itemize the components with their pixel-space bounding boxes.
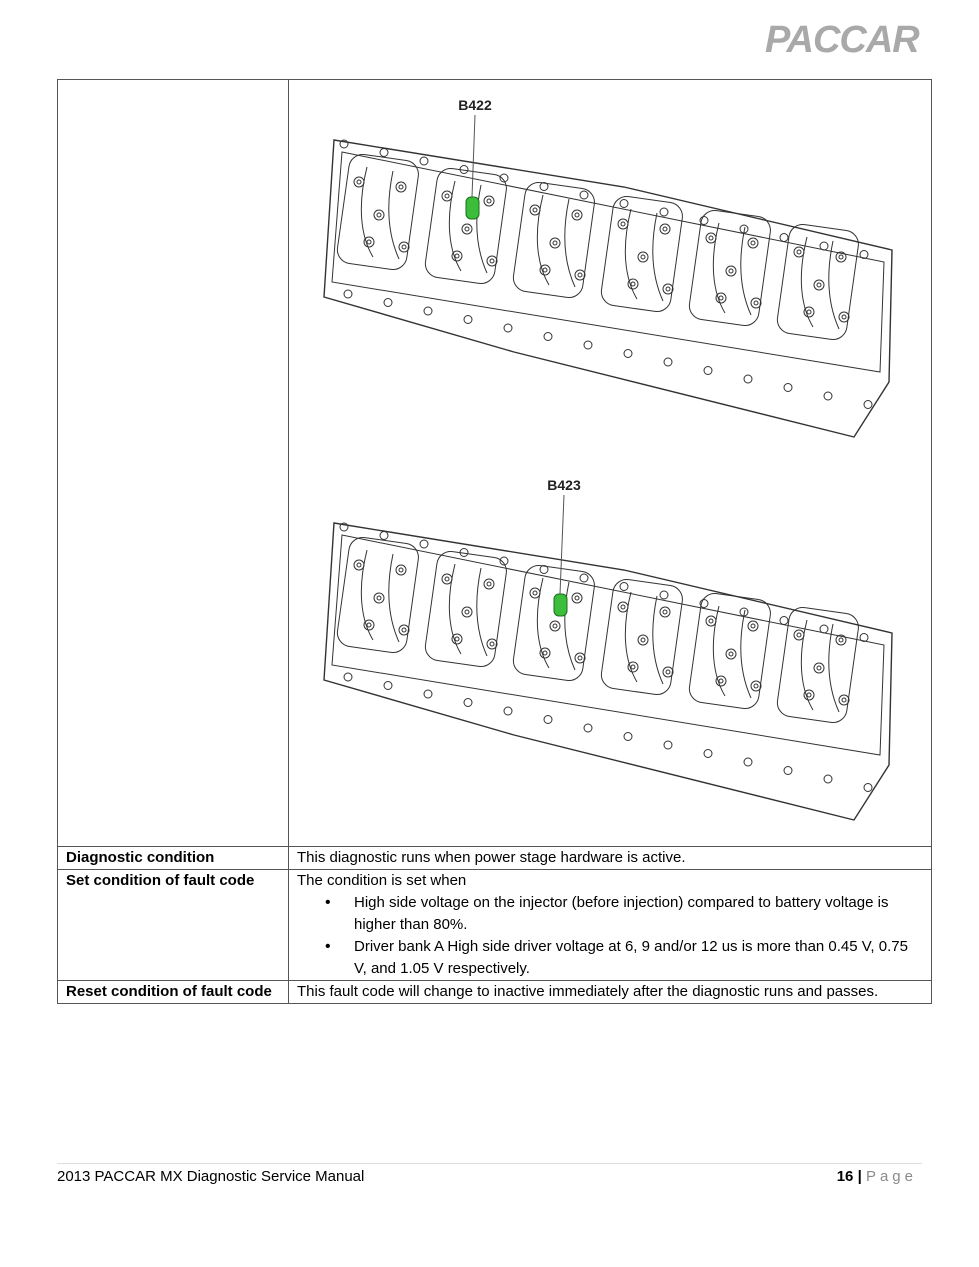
bullet-item: • High side voltage on the injector (before injection) compared to battery voltage is higher than 80%. xyxy=(354,892,923,936)
sensor-highlight xyxy=(466,197,479,219)
callout-leader xyxy=(472,115,475,197)
table-row xyxy=(58,981,932,1004)
row-text: This fault code will change to inactive immediately after the diagnostic runs and passes. xyxy=(289,981,932,1004)
page-word: Page xyxy=(865,1168,917,1185)
row-text: The condition is set when xyxy=(297,872,467,889)
bullet-list xyxy=(297,892,923,980)
callout-label: B423 xyxy=(547,477,581,493)
row-text: This diagnostic runs when power stage hardware is active. xyxy=(289,847,932,870)
footer-page xyxy=(837,1168,917,1185)
bullet-item: • Driver bank A High side driver voltage at 6, 9 and/or 12 us is more than 0.45 V, 0.75 V, and 1.05 V respectively. xyxy=(354,936,923,980)
row-label: Diagnostic condition xyxy=(58,847,289,870)
row-label: Reset condition of fault code xyxy=(58,981,289,1004)
footer-divider xyxy=(57,1163,922,1164)
logo-wordmark: PACCAR xyxy=(765,19,919,58)
figure-row-empty-cell xyxy=(58,80,289,847)
row-label: Set condition of fault code xyxy=(58,870,289,981)
cylinder-head-figure-b423 xyxy=(314,475,914,835)
cylinder-head-figure-b422 xyxy=(314,92,914,457)
table-row xyxy=(58,870,932,981)
callout-label: B422 xyxy=(458,97,492,113)
figure-cell xyxy=(289,80,932,847)
page-number: 16 xyxy=(836,1168,854,1185)
footer-title: 2013 PACCAR MX Diagnostic Service Manual xyxy=(57,1168,365,1185)
figure-row xyxy=(58,80,932,847)
table-row xyxy=(58,847,932,870)
sensor-highlight xyxy=(554,594,567,616)
paccar-logo xyxy=(765,18,925,58)
page-separator: | xyxy=(857,1168,862,1185)
diagnostic-table xyxy=(57,79,932,1004)
row-content xyxy=(289,870,932,981)
